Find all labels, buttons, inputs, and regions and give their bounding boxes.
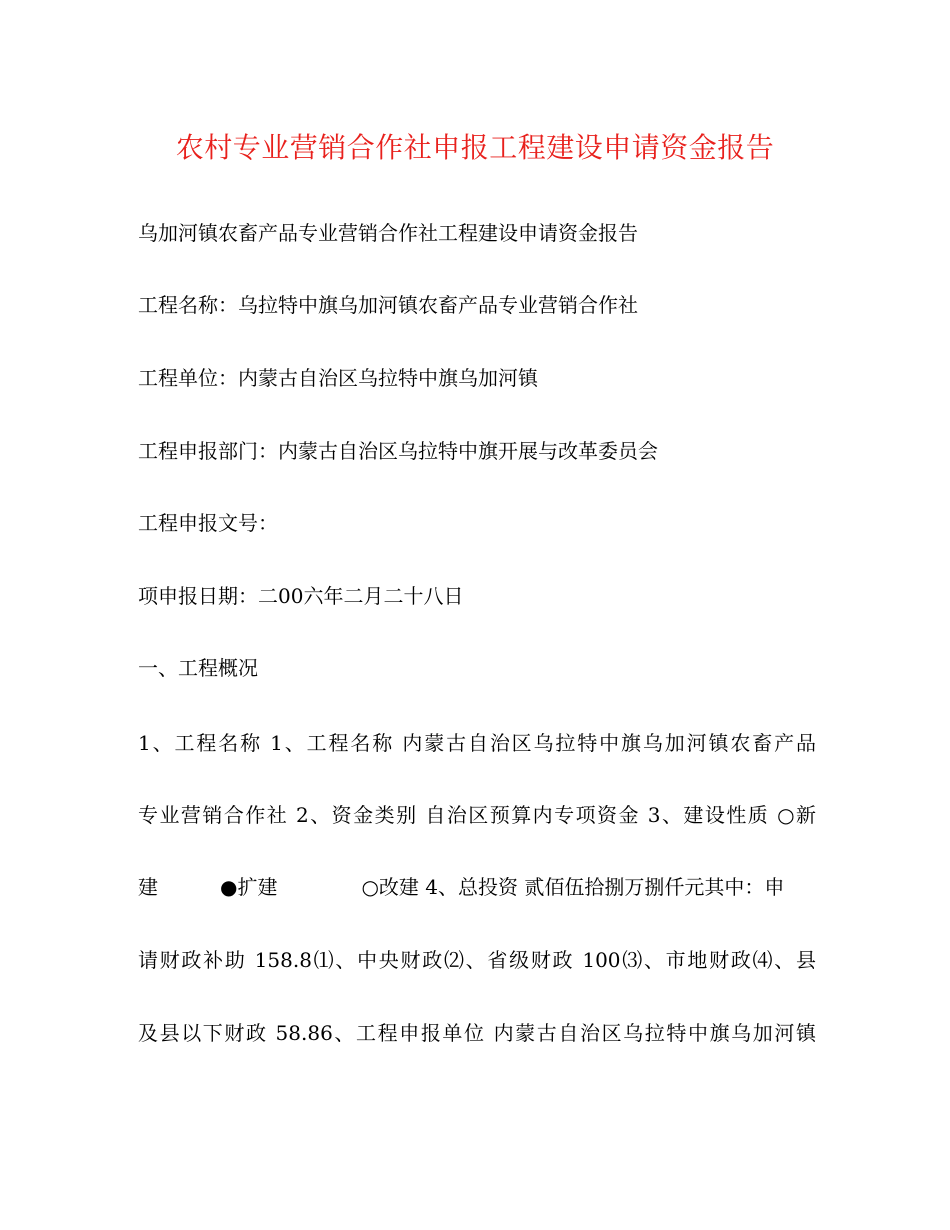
document-title: 农村专业营销合作社申报工程建设申请资金报告 [175,131,775,164]
field-project-unit [138,363,538,393]
paragraph-fragment: ○改建 4、总投资 贰佰伍拾捌万捌仟元其中：申 [361,875,785,899]
section-heading: 一、工程概况 [138,656,258,680]
field-report-date [138,581,463,611]
field-label: 工程申报部门： [138,439,278,463]
field-project-name [138,290,638,320]
field-label: 工程申报文号： [138,511,278,535]
field-value: 乌拉特中旗乌加河镇农畜产品专业营销合作社 [238,293,638,317]
field-value: 内蒙古自治区乌拉特中旗开展与改革委员会 [278,439,658,463]
field-value: 二00六年二月二十八日 [258,584,464,608]
paragraph-fragment: ●扩建 [220,875,278,899]
field-document-number [138,508,278,538]
field-label: 工程单位： [138,366,238,390]
paragraph-line: 专业营销合作社 2、资金类别 自治区预算内专项资金 3、建设性质 ○新 [138,803,816,827]
paragraph-line: 1、工程名称 1、工程名称 内蒙古自治区乌拉特中旗乌加河镇农畜产品 [138,731,816,755]
paragraph-line: 请财政补助 158.8⑴、中央财政⑵、省级财政 100⑶、市地财政⑷、县 [138,948,816,972]
paragraph-line-construction-type [138,872,784,902]
field-label: 项申报日期： [138,584,258,608]
document-subtitle: 乌加河镇农畜产品专业营销合作社工程建设申请资金报告 [138,221,638,245]
field-label: 工程名称： [138,293,238,317]
field-value: 内蒙古自治区乌拉特中旗乌加河镇 [238,366,538,390]
paragraph-fragment: 建 [138,875,158,899]
field-reporting-department [138,436,658,466]
paragraph-line: 及县以下财政 58.86、工程申报单位 内蒙古自治区乌拉特中旗乌加河镇 [138,1021,816,1045]
